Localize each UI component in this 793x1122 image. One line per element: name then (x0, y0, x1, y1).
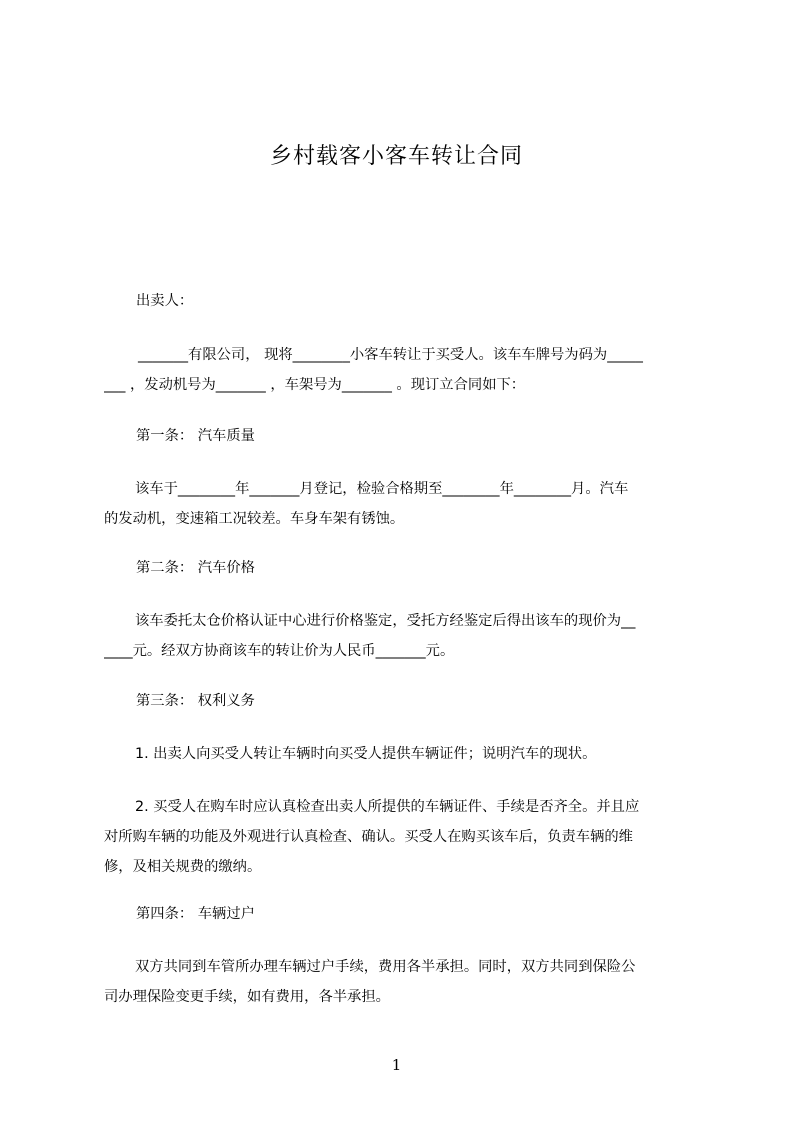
article-2-heading: 第二条： 汽车价格 (136, 560, 255, 576)
document-title: 乡村载客小客车转让合同 (269, 144, 523, 169)
article-3-item-1 (104, 739, 700, 769)
article-2-line-2: ____元。经双方协商该车的转让价为人民币_______元。 (104, 643, 455, 659)
article-3-item-2-line-1: 2. 买受人在购车时应认真检查出卖人所提供的车辆证件、手续是否齐全。并且应 (135, 799, 640, 815)
article-4-paragraph (104, 952, 700, 1012)
intro-line-2: ___ ，发动机号为_______ ，车架号为_______ 。现订立合同如下： (104, 377, 526, 393)
article-4-line-2: 司办理保险变更手续，如有费用，各半承担。 (104, 989, 390, 1005)
intro-paragraph (104, 340, 700, 400)
article-1-paragraph (104, 474, 700, 534)
article-1-line-2: 的发动机，变速箱工况较差。车身车架有锈蚀。 (104, 511, 405, 527)
article-2-paragraph (104, 606, 700, 666)
page-number: 1 (391, 1056, 402, 1074)
intro-line-1: _______有限公司， 现将________小客车转让于买受人。该车车牌号为码为_____ (138, 347, 643, 363)
article-3-item-2-line-3: 修，及相关规费的缴纳。 (104, 859, 262, 875)
article-3-item-2 (104, 792, 700, 882)
article-3-heading: 第三条： 权利义务 (136, 693, 255, 709)
seller-line: 出卖人： (136, 293, 194, 309)
article-1-heading: 第一条： 汽车质量 (136, 428, 255, 444)
article-3-item-1-line: 1. 出卖人向买受人转让车辆时向买受人提供车辆证件；说明汽车的现状。 (135, 746, 597, 762)
article-3-item-2-line-2: 对所购车辆的功能及外观进行认真检查、确认。买受人在购买该车后，负责车辆的维 (104, 829, 633, 845)
article-4-line-1: 双方共同到车管所办理车辆过户手续，费用各半承担。同时，双方共同到保险公 (135, 959, 636, 975)
article-4-heading: 第四条： 车辆过户 (136, 906, 255, 922)
article-2-line-1: 该车委托太仓价格认证中心进行价格鉴定，受托方经鉴定后得出该车的现价为__ (135, 613, 636, 629)
article-1-line-1: 该车于________年_______月登记，检验合格期至________年________月。汽车 (135, 481, 629, 497)
